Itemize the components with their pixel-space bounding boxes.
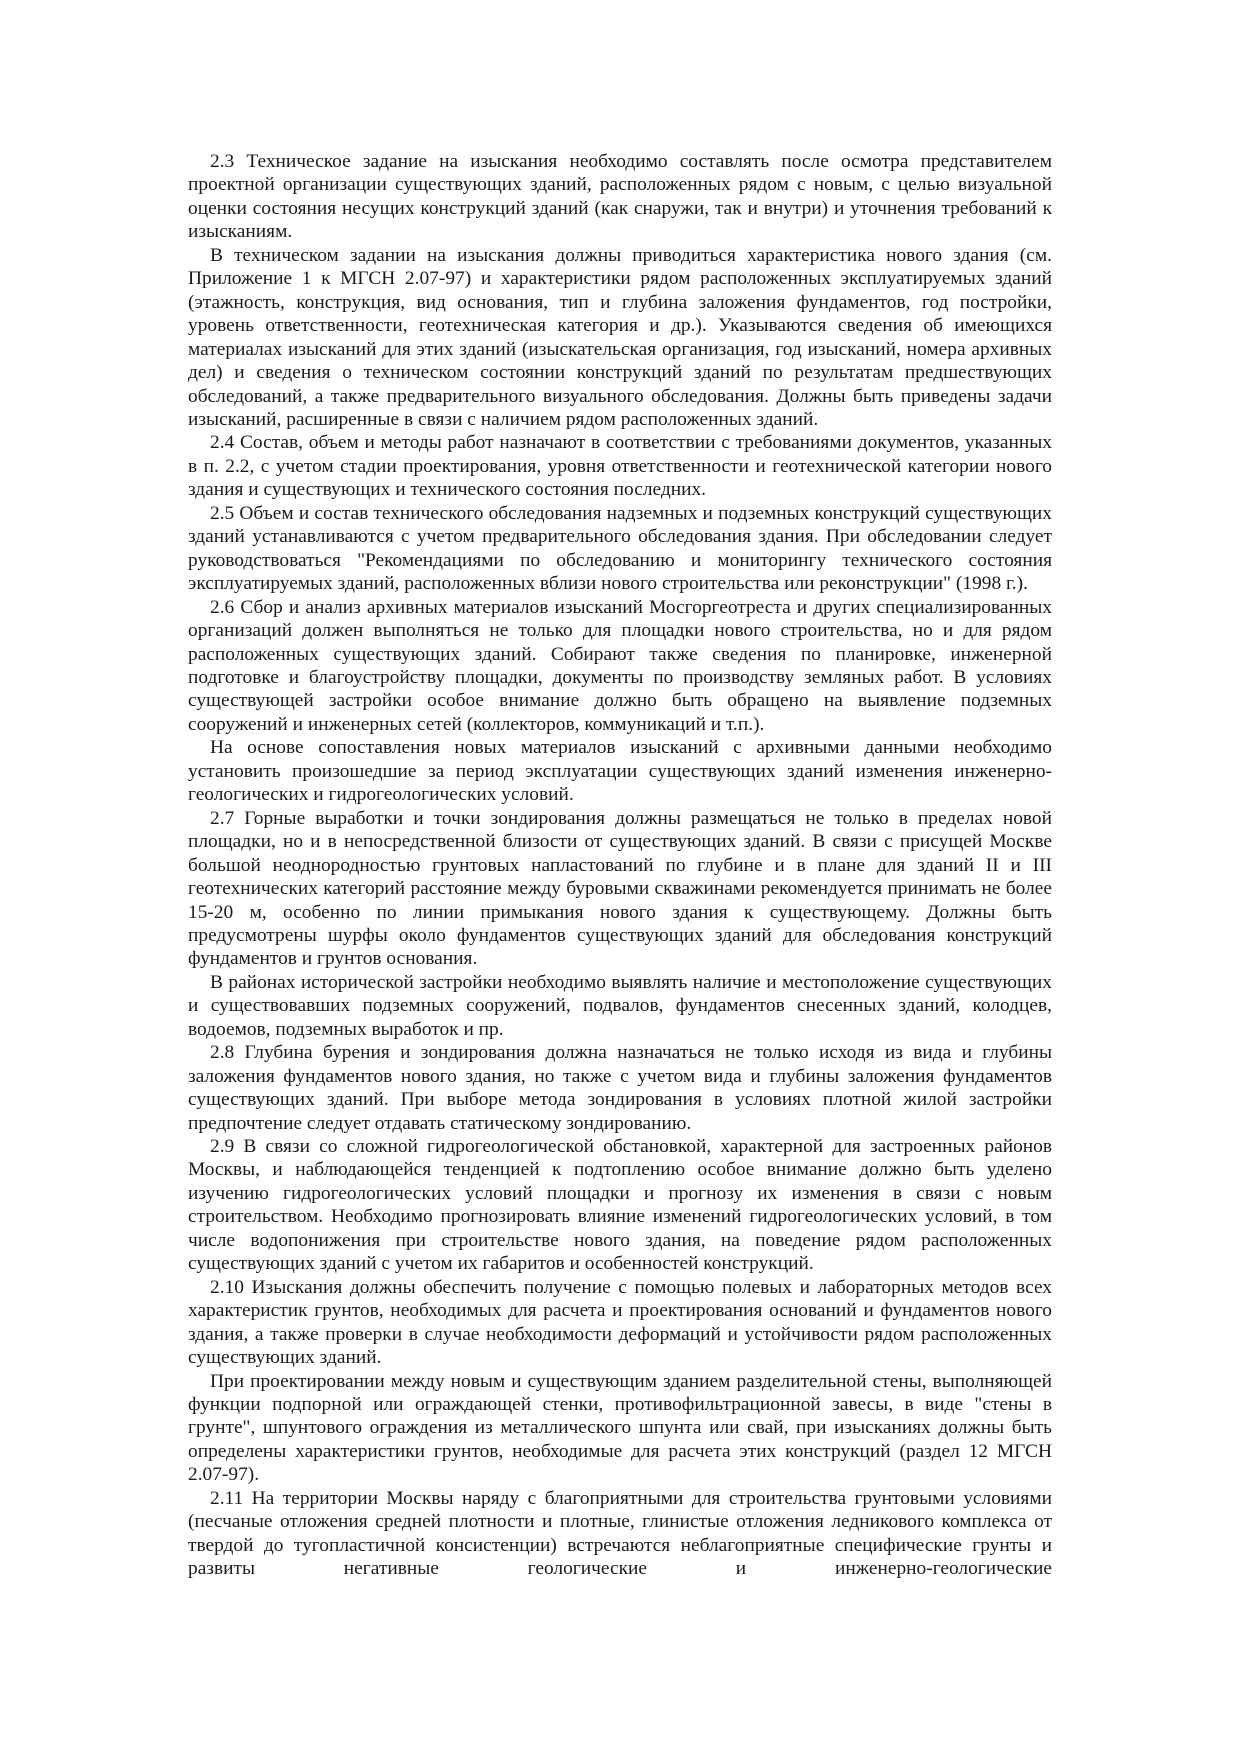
paragraph-2-7: 2.7 Горные выработки и точки зондирования должны размещаться не только в пределах новой площадки, но и в непосредственной близости от существующих зданий. В связи с присущей Москве большой неоднородностью грунтовых напластований по глубине и в плане для зданий II и III геотехнических категорий расстояние между буровыми скважинами рекомендуется принимать не более 15-20 м, особенно по линии примыкания нового здания к существующему. Должны быть предусмотрены шурфы около фундаментов существующих зданий для обследования конструкций фундаментов и грунтов основания. [188, 807, 1052, 970]
paragraph-2-6-comparison: На основе сопоставления новых материалов изысканий с архивными данными необходимо установить произошедшие за период эксплуатации существующих зданий изменения инженерно-геологических и гидрогеологических условий. [188, 737, 1052, 806]
paragraph-2-3: 2.3 Техническое задание на изыскания необходимо составлять после осмотра представителем проектной организации существующих зданий, расположенных рядом с новым, с целью визуальной оценки состояния несущих конструкций зданий (как снаружи, так и внутри) и уточнения требований к изысканиям. [188, 151, 1052, 243]
paragraph-2-4: 2.4 Состав, объем и методы работ назначают в соответствии с требованиями документов, указанных в п. 2.2, с учетом стадии проектирования, уровня ответственности и геотехнической категории нового здания и существующих и технического состояния последних. [188, 432, 1052, 501]
paragraph-2-10-dividing-wall: При проектировании между новым и существующим зданием разделительной стены, выполняющей функции подпорной или ограждающей стенки, противофильтрационной завесы, в виде "стены в грунте", шпунтового ограждения из металлического шпунта или свай, при изысканиях должны быть определены характеристики грунтов, необходимые для расчета этих конструкций (раздел 12 МГСН 2.07-97). [188, 1370, 1052, 1486]
paragraph-2-8: 2.8 Глубина бурения и зондирования должна назначаться не только исходя из вида и глубины заложения фундаментов нового здания, но также с учетом вида и глубины заложения фундаментов существующих зданий. При выборе метода зондирования в условиях плотной жилой застройки предпочтение следует отдавать статическому зондированию. [188, 1042, 1052, 1134]
paragraph-2-7-historic-areas: В районах исторической застройки необходимо выявлять наличие и местоположение существующих и существовавших подземных сооружений, подвалов, фундаментов снесенных зданий, колодцев, водоемов, подземных выработок и пр. [188, 971, 1052, 1040]
paragraph-2-3-task-content: В техническом задании на изыскания должны приводиться характеристика нового здания (см. Приложение 1 к МГСН 2.07-97) и характеристики рядом расположенных эксплуатируемых зданий (этажность, конструкция, вид основания, тип и глубина заложения фундаментов, год постройки, уровень ответственности, геотехническая категория и др.). Указываются сведения об имеющихся материалах изысканий для этих зданий (изыскательская организация, год изысканий, номера архивных дел) и сведения о техническом состоянии конструкций зданий по результатам предшествующих обследований, а также предварительного визуального обследования. Должны быть приведены задачи изысканий, расширенные в связи с наличием рядом расположенных зданий. [188, 244, 1052, 430]
document-body [188, 150, 1052, 1581]
paragraph-2-5: 2.5 Объем и состав технического обследования надземных и подземных конструкций существующих зданий устанавливаются с учетом предварительного обследования здания. При обследовании следует руководствоваться "Рекомендациями по обследованию и мониторингу технического состояния эксплуатируемых зданий, расположенных вблизи нового строительства или реконструкции" (1998 г.). [188, 502, 1052, 595]
paragraph-2-10: 2.10 Изыскания должны обеспечить получение с помощью полевых и лабораторных методов всех характеристик грунтов, необходимых для расчета и проектирования оснований и фундаментов нового здания, а также проверки в случае необходимости деформаций и устойчивости рядом расположенных существующих зданий. [188, 1276, 1052, 1369]
paragraph-2-11: 2.11 На территории Москвы наряду с благоприятными для строительства грунтовыми условиями (песчаные отложения средней плотности и плотные, глинистые отложения ледникового комплекса от твердой до тугопластичной консистенции) встречаются неблагоприятные специфические грунты и развиты негативные геологические и инженерно-геологические [188, 1487, 1052, 1580]
paragraph-2-6: 2.6 Сбор и анализ архивных материалов изысканий Мосгоргеотреста и других специализированных организаций должен выполняться не только для площадки нового строительства, но и для рядом расположенных существующих зданий. Собирают также сведения по планировке, инженерной подготовке и благоустройству площадки, документы по производству земляных работ. В условиях существующей застройки особое внимание должно быть обращено на выявление подземных сооружений и инженерных сетей (коллекторов, коммуникаций и т.п.). [188, 596, 1052, 735]
paragraph-2-9: 2.9 В связи со сложной гидрогеологической обстановкой, характерной для застроенных районов Москвы, и наблюдающейся тенденцией к подтоплению особое внимание должно быть уделено изучению гидрогеологических условий площадки и прогнозу их изменения в связи с новым строительством. Необходимо прогнозировать влияние изменений гидрогеологических условий, в том числе водопонижения при строительстве нового здания, на поведение рядом расположенных существующих зданий с учетом их габаритов и особенностей конструкций. [188, 1136, 1052, 1275]
